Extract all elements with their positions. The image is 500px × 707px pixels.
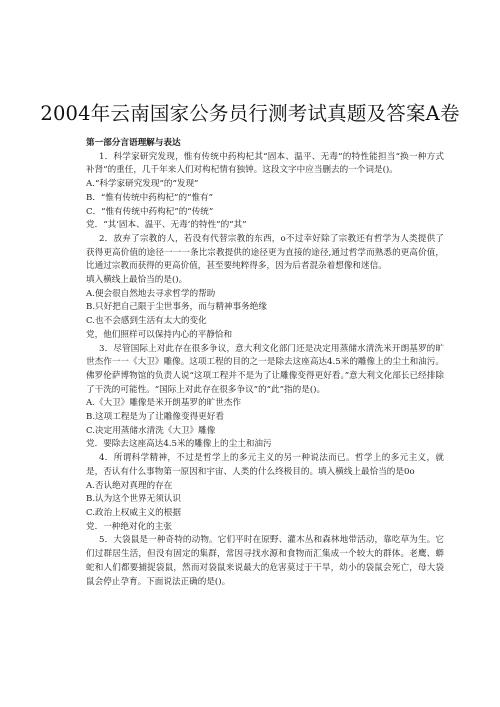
- answer-option: C．“惟有传统中药构杞”的“传统”: [86, 206, 214, 217]
- question-paragraph: 2．放弃了宗教的人，若没有代替宗教的东西，o不过幸好除了宗教还有哲学为人类提供了获得更高价值的途径一一一条比宗教提供的途径更为直接的途径,通过哲学而熟悉的更高价值，比通过宗教而获得的更高价值，甚至要纯粹得多，因为后者混杂着想像和迷信。: [86, 233, 444, 272]
- answer-line: 党，他们照样可以保持内心的平静恰和: [86, 329, 233, 340]
- question-paragraph: 1．科学家研究发现，惟有传统中药构杞其“固本、温平、无毒”的特性能担当“换一种方式补肾”的重任，几千年来人们对构杞情有独钟。这段文字中应当删去的一个词是()。: [86, 151, 444, 176]
- document-body: [86, 137, 444, 589]
- answer-option: C.决定用蒸储水清洗《大卫》雕像: [86, 425, 216, 436]
- question-paragraph: 4．所谓科学精神，不过是哲学上的多元主义的另一种说法而已。哲学上的多元主义，就是，否认有什么事物第一原因和宇宙、人类的什么终极目的。填入横线上最恰当的是0o: [86, 453, 444, 477]
- answer-option: B.认为这个世界无须认识: [86, 494, 181, 505]
- answer-option: A.“科学家研究发现”的“发现”: [86, 179, 199, 190]
- section-heading: 第一部分言语理解与表达: [86, 138, 181, 148]
- question-paragraph: 5．大袋鼠是一种奇特的动物。它们平时在原野、灌木丛和森林地带活动，靠吃草为生。它们过群居生活，但没有固定的集群，常因寻找水源和食物而汇集成一个较大的群体。老鹰、蟒蛇和人们都要捕捉袋鼠，然而对袋鼠来说最大的危害莫过于干旱，幼小的袋鼠会死亡，母大袋鼠会停止孕育。下面说法正确的是()。: [86, 535, 444, 587]
- answer-option: A.便会很自然地去寻求哲学的帮助: [86, 288, 216, 299]
- document-title: 2004年云南国家公务员行测考试真题及答案A卷: [40, 102, 460, 126]
- answer-line: 党．要除去这座高达4.5米的雕像上的尘土和油污: [86, 439, 272, 450]
- question-paragraph: 3．尽管国际上对此存在很多争议，意大利文化部门还是决定用蒸储水清洗米开朗基罗的旷世杰作一一《大卫》雕像。这项工程的目的之一是除去这座高达4.5米的雕像上的尘土和油污。佛罗伦萨博物馆的负责人说“这项工程并不是为了让雕像变得更好看。”意大利文化部长已经排除了干洗的可能性。“国际上对此存在很多争议”的“此”指的是()。: [86, 343, 444, 395]
- question-prompt: 填入横线上最恰当的是()。: [86, 275, 188, 286]
- answer-option: B．“惟有传统中药构杞”的“惟有”: [86, 192, 214, 203]
- answer-line: 党．一种绝对化的主张: [86, 521, 172, 532]
- answer-option: C.也不会感到生活有太大的变化: [86, 316, 207, 327]
- answer-option: A.否认绝对真理的存在: [86, 480, 173, 491]
- question-list: [86, 151, 444, 590]
- answer-option: A.《大卫》雕像是米开朗基罗的旷世杰作: [86, 398, 242, 409]
- answer-option: B.这项工程是为了让雕像变得更好看: [86, 412, 224, 423]
- answer-option: B.只好把自己限于尘世事务，而与精神事务绝缘: [86, 302, 267, 313]
- answer-line: 党．“其‘固本、温平、无毒’的特性”的“其”: [86, 220, 247, 231]
- answer-option: C.政治上权威主义的根据: [86, 507, 181, 518]
